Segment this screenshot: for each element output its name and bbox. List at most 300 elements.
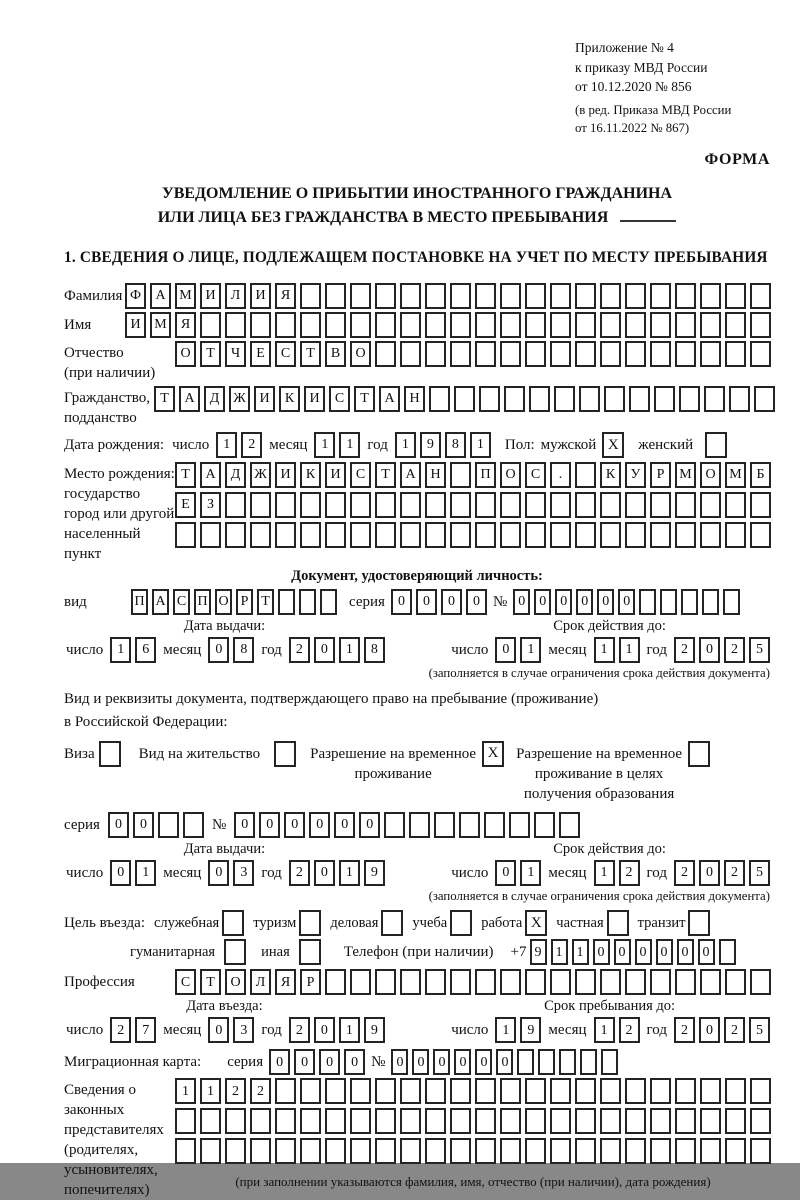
- char-cell[interactable]: [175, 522, 196, 548]
- char-cell[interactable]: 0: [699, 860, 720, 886]
- char-cell[interactable]: 2: [674, 637, 695, 663]
- char-cell[interactable]: [704, 386, 725, 412]
- char-cell[interactable]: [525, 969, 546, 995]
- char-cell[interactable]: [350, 312, 371, 338]
- char-cell[interactable]: [550, 312, 571, 338]
- char-cell[interactable]: Р: [236, 589, 253, 615]
- char-cell[interactable]: [650, 341, 671, 367]
- char-cell[interactable]: [400, 1078, 421, 1104]
- char-cell[interactable]: [600, 1108, 621, 1134]
- char-cell[interactable]: [350, 1138, 371, 1164]
- char-cell[interactable]: А: [400, 462, 421, 488]
- char-cell[interactable]: [350, 1078, 371, 1104]
- char-cell[interactable]: [425, 522, 446, 548]
- char-cell[interactable]: [375, 969, 396, 995]
- char-cell[interactable]: Т: [154, 386, 175, 412]
- char-cell[interactable]: [604, 386, 625, 412]
- char-cell[interactable]: [654, 386, 675, 412]
- char-cell[interactable]: 0: [319, 1049, 340, 1075]
- char-cell[interactable]: [650, 312, 671, 338]
- char-cell[interactable]: 2: [674, 860, 695, 886]
- char-cell[interactable]: [375, 492, 396, 518]
- char-cell[interactable]: [475, 312, 496, 338]
- char-cell[interactable]: [700, 1108, 721, 1134]
- char-cell[interactable]: Б: [750, 462, 771, 488]
- char-cell[interactable]: [500, 1138, 521, 1164]
- char-cell[interactable]: 0: [454, 1049, 471, 1075]
- char-cell[interactable]: 1: [594, 637, 615, 663]
- char-cell[interactable]: И: [254, 386, 275, 412]
- char-cell[interactable]: 1: [175, 1078, 196, 1104]
- temp-permit-checkbox[interactable]: X: [482, 741, 504, 767]
- char-cell[interactable]: 0: [576, 589, 593, 615]
- char-cell[interactable]: 9: [520, 1017, 541, 1043]
- char-cell[interactable]: И: [275, 462, 296, 488]
- char-cell[interactable]: 8: [364, 637, 385, 663]
- char-cell[interactable]: 2: [619, 860, 640, 886]
- char-cell[interactable]: [550, 1138, 571, 1164]
- char-cell[interactable]: 0: [441, 589, 462, 615]
- char-cell[interactable]: 0: [344, 1049, 365, 1075]
- char-cell[interactable]: [325, 492, 346, 518]
- char-cell[interactable]: Н: [404, 386, 425, 412]
- char-cell[interactable]: [629, 386, 650, 412]
- char-cell[interactable]: Е: [250, 341, 271, 367]
- char-cell[interactable]: 0: [309, 812, 330, 838]
- char-cell[interactable]: [625, 492, 646, 518]
- char-cell[interactable]: 1: [572, 939, 589, 965]
- char-cell[interactable]: 0: [391, 1049, 408, 1075]
- char-cell[interactable]: [350, 1108, 371, 1134]
- char-cell[interactable]: К: [279, 386, 300, 412]
- char-cell[interactable]: 0: [314, 860, 335, 886]
- char-cell[interactable]: 0: [677, 939, 694, 965]
- char-cell[interactable]: [300, 492, 321, 518]
- char-cell[interactable]: 0: [597, 589, 614, 615]
- char-cell[interactable]: П: [194, 589, 211, 615]
- char-cell[interactable]: [250, 1138, 271, 1164]
- char-cell[interactable]: 1: [594, 860, 615, 886]
- char-cell[interactable]: [400, 1138, 421, 1164]
- char-cell[interactable]: [450, 1078, 471, 1104]
- char-cell[interactable]: [409, 812, 430, 838]
- char-cell[interactable]: 0: [391, 589, 412, 615]
- char-cell[interactable]: [434, 812, 455, 838]
- char-cell[interactable]: 2: [250, 1078, 271, 1104]
- char-cell[interactable]: [183, 812, 204, 838]
- char-cell[interactable]: [675, 341, 696, 367]
- char-cell[interactable]: [675, 522, 696, 548]
- char-cell[interactable]: [625, 1138, 646, 1164]
- char-cell[interactable]: [575, 283, 596, 309]
- char-cell[interactable]: [525, 1108, 546, 1134]
- char-cell[interactable]: Я: [175, 312, 196, 338]
- char-cell[interactable]: 0: [635, 939, 652, 965]
- char-cell[interactable]: [675, 969, 696, 995]
- purpose-study-checkbox[interactable]: [450, 910, 472, 936]
- char-cell[interactable]: [504, 386, 525, 412]
- edu-permit-checkbox[interactable]: [688, 741, 710, 767]
- residence-permit-checkbox[interactable]: [274, 741, 296, 767]
- char-cell[interactable]: [700, 1078, 721, 1104]
- char-cell[interactable]: [700, 283, 721, 309]
- char-cell[interactable]: 3: [233, 860, 254, 886]
- char-cell[interactable]: А: [152, 589, 169, 615]
- char-cell[interactable]: 1: [551, 939, 568, 965]
- char-cell[interactable]: [400, 341, 421, 367]
- char-cell[interactable]: [575, 522, 596, 548]
- char-cell[interactable]: 1: [110, 637, 131, 663]
- char-cell[interactable]: [300, 1108, 321, 1134]
- char-cell[interactable]: [650, 969, 671, 995]
- char-cell[interactable]: П: [131, 589, 148, 615]
- char-cell[interactable]: [325, 1108, 346, 1134]
- char-cell[interactable]: .: [550, 462, 571, 488]
- char-cell[interactable]: [650, 522, 671, 548]
- char-cell[interactable]: [250, 522, 271, 548]
- char-cell[interactable]: 9: [530, 939, 547, 965]
- char-cell[interactable]: [320, 589, 337, 615]
- char-cell[interactable]: [600, 492, 621, 518]
- char-cell[interactable]: [425, 1078, 446, 1104]
- char-cell[interactable]: 0: [555, 589, 572, 615]
- char-cell[interactable]: В: [325, 341, 346, 367]
- char-cell[interactable]: [450, 462, 471, 488]
- char-cell[interactable]: [225, 492, 246, 518]
- char-cell[interactable]: С: [329, 386, 350, 412]
- char-cell[interactable]: [200, 1108, 221, 1134]
- char-cell[interactable]: [500, 1108, 521, 1134]
- char-cell[interactable]: Т: [200, 341, 221, 367]
- char-cell[interactable]: [300, 283, 321, 309]
- char-cell[interactable]: [700, 492, 721, 518]
- char-cell[interactable]: [500, 522, 521, 548]
- char-cell[interactable]: [575, 1138, 596, 1164]
- char-cell[interactable]: И: [250, 283, 271, 309]
- char-cell[interactable]: 0: [284, 812, 305, 838]
- char-cell[interactable]: [425, 1108, 446, 1134]
- char-cell[interactable]: [575, 1108, 596, 1134]
- char-cell[interactable]: [575, 1078, 596, 1104]
- char-cell[interactable]: М: [675, 462, 696, 488]
- char-cell[interactable]: 0: [412, 1049, 429, 1075]
- char-cell[interactable]: [700, 1138, 721, 1164]
- char-cell[interactable]: [750, 1108, 771, 1134]
- char-cell[interactable]: [625, 283, 646, 309]
- char-cell[interactable]: И: [125, 312, 146, 338]
- char-cell[interactable]: 2: [241, 432, 262, 458]
- char-cell[interactable]: [425, 283, 446, 309]
- char-cell[interactable]: [200, 312, 221, 338]
- char-cell[interactable]: 1: [495, 1017, 516, 1043]
- char-cell[interactable]: [225, 1138, 246, 1164]
- char-cell[interactable]: [700, 969, 721, 995]
- char-cell[interactable]: О: [175, 341, 196, 367]
- char-cell[interactable]: Р: [650, 462, 671, 488]
- char-cell[interactable]: 0: [314, 1017, 335, 1043]
- char-cell[interactable]: [425, 1138, 446, 1164]
- char-cell[interactable]: [459, 812, 480, 838]
- char-cell[interactable]: [750, 312, 771, 338]
- char-cell[interactable]: Я: [275, 969, 296, 995]
- purpose-private-checkbox[interactable]: [607, 910, 629, 936]
- char-cell[interactable]: 2: [674, 1017, 695, 1043]
- char-cell[interactable]: [525, 341, 546, 367]
- char-cell[interactable]: [675, 1108, 696, 1134]
- char-cell[interactable]: У: [625, 462, 646, 488]
- char-cell[interactable]: [375, 341, 396, 367]
- char-cell[interactable]: О: [215, 589, 232, 615]
- char-cell[interactable]: [299, 589, 316, 615]
- char-cell[interactable]: 0: [656, 939, 673, 965]
- char-cell[interactable]: 2: [289, 860, 310, 886]
- char-cell[interactable]: 1: [339, 1017, 360, 1043]
- char-cell[interactable]: 0: [269, 1049, 290, 1075]
- char-cell[interactable]: 0: [433, 1049, 450, 1075]
- char-cell[interactable]: [725, 1078, 746, 1104]
- char-cell[interactable]: [375, 1138, 396, 1164]
- char-cell[interactable]: П: [475, 462, 496, 488]
- char-cell[interactable]: [325, 312, 346, 338]
- char-cell[interactable]: 3: [233, 1017, 254, 1043]
- char-cell[interactable]: 0: [534, 589, 551, 615]
- char-cell[interactable]: И: [304, 386, 325, 412]
- char-cell[interactable]: [384, 812, 405, 838]
- char-cell[interactable]: [750, 1138, 771, 1164]
- char-cell[interactable]: [500, 341, 521, 367]
- char-cell[interactable]: [450, 492, 471, 518]
- char-cell[interactable]: [559, 812, 580, 838]
- char-cell[interactable]: 0: [593, 939, 610, 965]
- char-cell[interactable]: 9: [364, 860, 385, 886]
- char-cell[interactable]: 0: [416, 589, 437, 615]
- char-cell[interactable]: [325, 1078, 346, 1104]
- char-cell[interactable]: [639, 589, 656, 615]
- char-cell[interactable]: [579, 386, 600, 412]
- char-cell[interactable]: А: [150, 283, 171, 309]
- char-cell[interactable]: 2: [289, 1017, 310, 1043]
- char-cell[interactable]: 0: [234, 812, 255, 838]
- char-cell[interactable]: З: [200, 492, 221, 518]
- char-cell[interactable]: [325, 969, 346, 995]
- char-cell[interactable]: [625, 969, 646, 995]
- char-cell[interactable]: [175, 1108, 196, 1134]
- char-cell[interactable]: [450, 522, 471, 548]
- char-cell[interactable]: 0: [133, 812, 154, 838]
- char-cell[interactable]: [534, 812, 555, 838]
- char-cell[interactable]: [225, 1108, 246, 1134]
- char-cell[interactable]: Ч: [225, 341, 246, 367]
- char-cell[interactable]: Т: [200, 969, 221, 995]
- char-cell[interactable]: [375, 1108, 396, 1134]
- char-cell[interactable]: Л: [225, 283, 246, 309]
- char-cell[interactable]: О: [700, 462, 721, 488]
- char-cell[interactable]: 5: [749, 1017, 770, 1043]
- char-cell[interactable]: [681, 589, 698, 615]
- char-cell[interactable]: [400, 492, 421, 518]
- char-cell[interactable]: Т: [175, 462, 196, 488]
- char-cell[interactable]: 0: [495, 637, 516, 663]
- char-cell[interactable]: [509, 812, 530, 838]
- char-cell[interactable]: 5: [749, 637, 770, 663]
- char-cell[interactable]: [350, 969, 371, 995]
- char-cell[interactable]: [275, 1108, 296, 1134]
- char-cell[interactable]: [575, 462, 596, 488]
- visa-checkbox[interactable]: [99, 741, 121, 767]
- char-cell[interactable]: Т: [300, 341, 321, 367]
- char-cell[interactable]: [750, 492, 771, 518]
- char-cell[interactable]: [454, 386, 475, 412]
- char-cell[interactable]: [750, 522, 771, 548]
- char-cell[interactable]: [750, 283, 771, 309]
- char-cell[interactable]: 2: [110, 1017, 131, 1043]
- char-cell[interactable]: 0: [475, 1049, 492, 1075]
- char-cell[interactable]: [625, 312, 646, 338]
- char-cell[interactable]: [650, 492, 671, 518]
- char-cell[interactable]: Т: [375, 462, 396, 488]
- char-cell[interactable]: Д: [225, 462, 246, 488]
- char-cell[interactable]: [725, 1108, 746, 1134]
- char-cell[interactable]: Н: [425, 462, 446, 488]
- char-cell[interactable]: 0: [513, 589, 530, 615]
- char-cell[interactable]: [175, 1138, 196, 1164]
- char-cell[interactable]: 1: [520, 637, 541, 663]
- char-cell[interactable]: [158, 812, 179, 838]
- char-cell[interactable]: С: [350, 462, 371, 488]
- char-cell[interactable]: [725, 1138, 746, 1164]
- char-cell[interactable]: М: [725, 462, 746, 488]
- char-cell[interactable]: Е: [175, 492, 196, 518]
- char-cell[interactable]: [275, 1138, 296, 1164]
- char-cell[interactable]: И: [200, 283, 221, 309]
- char-cell[interactable]: [375, 312, 396, 338]
- char-cell[interactable]: [200, 522, 221, 548]
- char-cell[interactable]: [425, 341, 446, 367]
- char-cell[interactable]: [600, 1138, 621, 1164]
- char-cell[interactable]: М: [175, 283, 196, 309]
- char-cell[interactable]: [725, 969, 746, 995]
- char-cell[interactable]: [625, 1108, 646, 1134]
- char-cell[interactable]: [601, 1049, 618, 1075]
- purpose-business-checkbox[interactable]: [381, 910, 403, 936]
- char-cell[interactable]: [500, 283, 521, 309]
- char-cell[interactable]: [600, 522, 621, 548]
- char-cell[interactable]: [425, 969, 446, 995]
- char-cell[interactable]: Т: [354, 386, 375, 412]
- char-cell[interactable]: [625, 341, 646, 367]
- char-cell[interactable]: И: [325, 462, 346, 488]
- char-cell[interactable]: Ж: [250, 462, 271, 488]
- char-cell[interactable]: 0: [699, 637, 720, 663]
- char-cell[interactable]: [300, 522, 321, 548]
- char-cell[interactable]: [554, 386, 575, 412]
- char-cell[interactable]: 0: [294, 1049, 315, 1075]
- char-cell[interactable]: [600, 341, 621, 367]
- char-cell[interactable]: [550, 969, 571, 995]
- char-cell[interactable]: [675, 283, 696, 309]
- char-cell[interactable]: [300, 1078, 321, 1104]
- char-cell[interactable]: Т: [257, 589, 274, 615]
- char-cell[interactable]: 8: [233, 637, 254, 663]
- char-cell[interactable]: [725, 312, 746, 338]
- char-cell[interactable]: [275, 522, 296, 548]
- char-cell[interactable]: 1: [314, 432, 335, 458]
- char-cell[interactable]: [400, 1108, 421, 1134]
- char-cell[interactable]: 0: [699, 1017, 720, 1043]
- char-cell[interactable]: [450, 969, 471, 995]
- char-cell[interactable]: 0: [208, 1017, 229, 1043]
- char-cell[interactable]: 9: [364, 1017, 385, 1043]
- char-cell[interactable]: 2: [724, 1017, 745, 1043]
- char-cell[interactable]: [225, 312, 246, 338]
- char-cell[interactable]: М: [150, 312, 171, 338]
- char-cell[interactable]: [650, 283, 671, 309]
- char-cell[interactable]: 9: [420, 432, 441, 458]
- char-cell[interactable]: [475, 1138, 496, 1164]
- char-cell[interactable]: 0: [208, 860, 229, 886]
- char-cell[interactable]: Р: [300, 969, 321, 995]
- char-cell[interactable]: [225, 522, 246, 548]
- char-cell[interactable]: Я: [275, 283, 296, 309]
- char-cell[interactable]: [575, 312, 596, 338]
- char-cell[interactable]: [750, 341, 771, 367]
- char-cell[interactable]: 0: [108, 812, 129, 838]
- char-cell[interactable]: О: [225, 969, 246, 995]
- purpose-transit-checkbox[interactable]: [688, 910, 710, 936]
- gender-male-checkbox[interactable]: X: [602, 432, 624, 458]
- char-cell[interactable]: [750, 969, 771, 995]
- char-cell[interactable]: [500, 969, 521, 995]
- char-cell[interactable]: 0: [259, 812, 280, 838]
- char-cell[interactable]: 0: [208, 637, 229, 663]
- char-cell[interactable]: 1: [216, 432, 237, 458]
- char-cell[interactable]: [400, 312, 421, 338]
- char-cell[interactable]: [429, 386, 450, 412]
- char-cell[interactable]: [275, 312, 296, 338]
- char-cell[interactable]: [525, 492, 546, 518]
- char-cell[interactable]: 2: [724, 637, 745, 663]
- char-cell[interactable]: [425, 492, 446, 518]
- char-cell[interactable]: [484, 812, 505, 838]
- char-cell[interactable]: [450, 1108, 471, 1134]
- char-cell[interactable]: [550, 283, 571, 309]
- char-cell[interactable]: [550, 492, 571, 518]
- char-cell[interactable]: 1: [470, 432, 491, 458]
- char-cell[interactable]: [580, 1049, 597, 1075]
- char-cell[interactable]: [700, 312, 721, 338]
- char-cell[interactable]: [679, 386, 700, 412]
- char-cell[interactable]: [375, 1078, 396, 1104]
- char-cell[interactable]: [400, 522, 421, 548]
- char-cell[interactable]: [500, 1078, 521, 1104]
- char-cell[interactable]: [400, 283, 421, 309]
- char-cell[interactable]: [400, 969, 421, 995]
- char-cell[interactable]: А: [200, 462, 221, 488]
- char-cell[interactable]: [450, 312, 471, 338]
- char-cell[interactable]: [278, 589, 295, 615]
- char-cell[interactable]: С: [175, 969, 196, 995]
- char-cell[interactable]: [425, 312, 446, 338]
- char-cell[interactable]: [250, 492, 271, 518]
- char-cell[interactable]: 5: [749, 860, 770, 886]
- char-cell[interactable]: [538, 1049, 555, 1075]
- char-cell[interactable]: [250, 1108, 271, 1134]
- char-cell[interactable]: С: [173, 589, 190, 615]
- char-cell[interactable]: [660, 589, 677, 615]
- char-cell[interactable]: [575, 969, 596, 995]
- char-cell[interactable]: [600, 1078, 621, 1104]
- char-cell[interactable]: [375, 522, 396, 548]
